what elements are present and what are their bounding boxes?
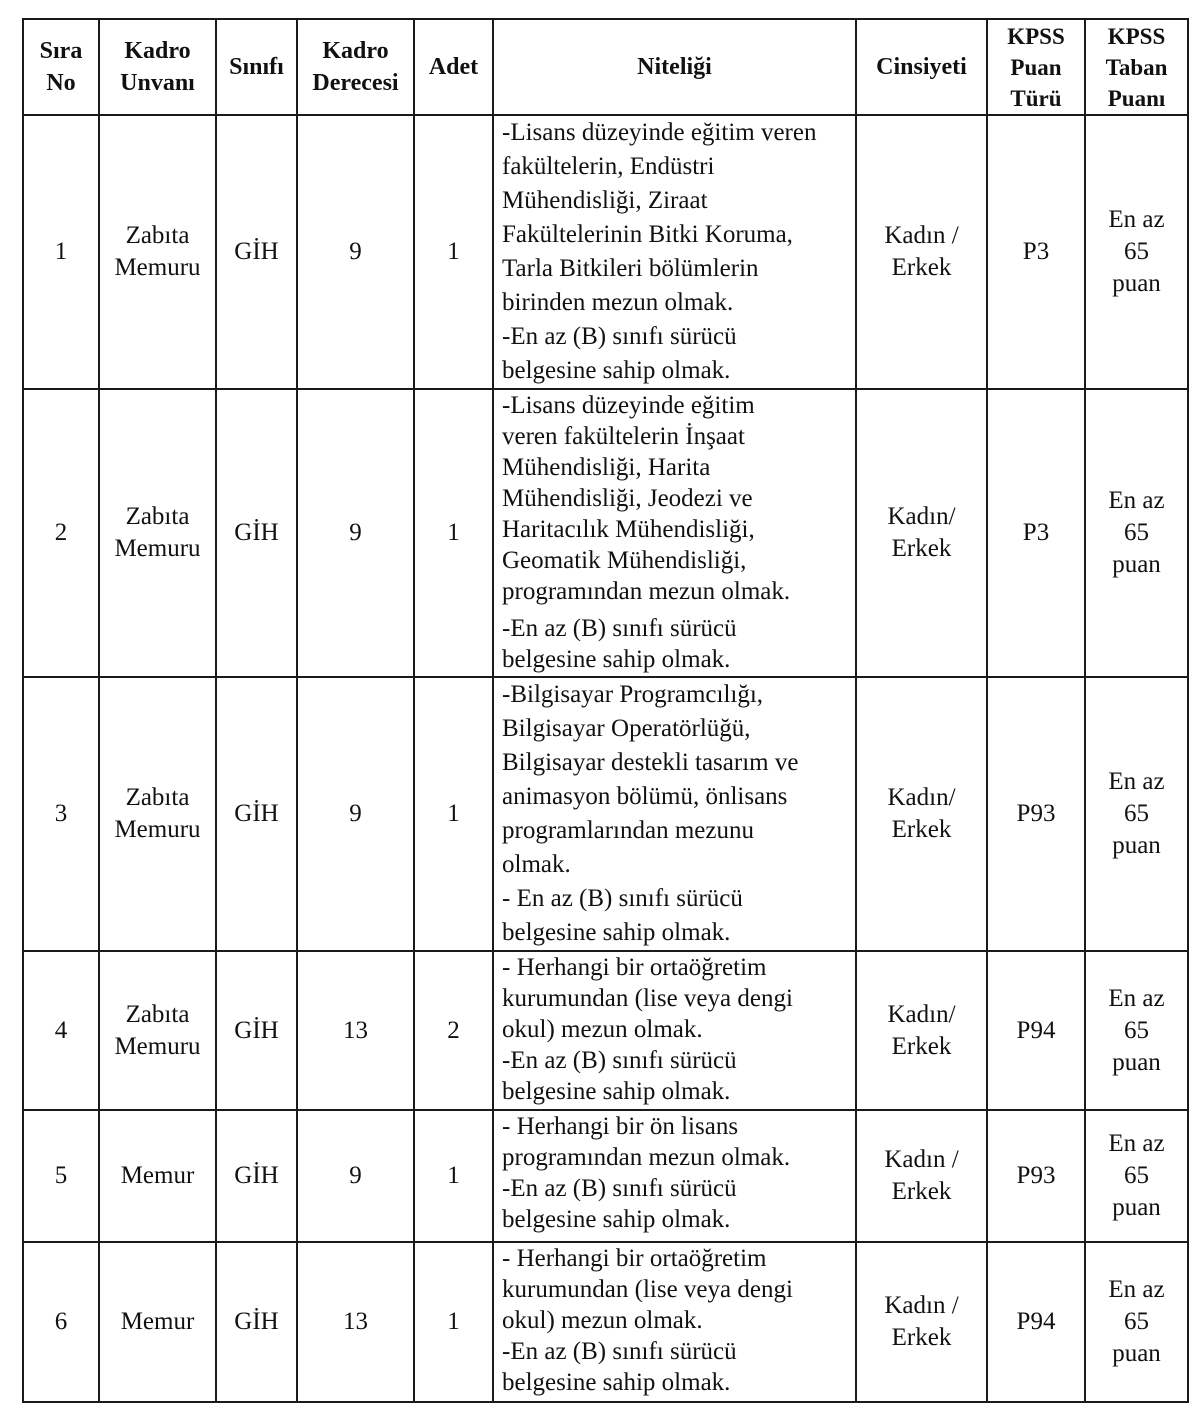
table-row (23, 951, 1188, 1110)
cell-nitelik (493, 115, 856, 389)
cell-unvan: Memur (99, 1242, 216, 1402)
cell-nitelik (493, 1242, 856, 1402)
cell-sira: 6 (23, 1242, 99, 1402)
cell-nitelik (493, 951, 856, 1110)
cell-sinif: GİH (216, 951, 297, 1110)
header-kpss-puan-turu: KPSS Puan Türü (987, 19, 1085, 115)
cell-nitelik (493, 677, 856, 951)
nitelik-text: -Bilgisayar Programcılığı, Bilgisayar Operatörlüğü, Bilgisayar destekli tasarım ve animasyon bölümü, önlisans programlarından mezunu olmak. (502, 681, 799, 878)
header-sinifi: Sınıfı (216, 19, 297, 115)
header-cinsiyeti: Cinsiyeti (856, 19, 987, 115)
cell-sira: 4 (23, 951, 99, 1110)
header-kadro-unvani: Kadro Unvanı (99, 19, 216, 115)
nitelik-license-text: -En az (B) sınıfı sürücü belgesine sahip olmak. (502, 323, 737, 384)
cell-sira: 3 (23, 677, 99, 951)
cell-sinif: GİH (216, 1242, 297, 1402)
cell-cinsiyet: Kadın/ Erkek (856, 389, 987, 677)
nitelik-license-text: -En az (B) sınıfı sürücü belgesine sahip olmak. (502, 1175, 737, 1233)
cell-derece: 13 (297, 951, 414, 1110)
cell-adet: 1 (414, 115, 493, 389)
header-adet: Adet (414, 19, 493, 115)
cell-sinif: GİH (216, 1110, 297, 1242)
cell-cinsiyet: Kadın / Erkek (856, 115, 987, 389)
cell-derece: 9 (297, 115, 414, 389)
nitelik-text: - Herhangi bir ortaöğretim kurumundan (lise veya dengi okul) mezun olmak. (502, 1245, 793, 1334)
cell-derece: 13 (297, 1242, 414, 1402)
cell-cinsiyet: Kadın/ Erkek (856, 677, 987, 951)
cell-adet: 1 (414, 1242, 493, 1402)
nitelik-license-text: -En az (B) sınıfı sürücü belgesine sahip olmak. (502, 615, 737, 673)
cell-adet: 1 (414, 677, 493, 951)
cell-derece: 9 (297, 677, 414, 951)
table-row (23, 1110, 1188, 1242)
cell-derece: 9 (297, 1110, 414, 1242)
cell-unvan: Zabıta Memuru (99, 389, 216, 677)
cell-taban-puan: En az 65 puan (1085, 1242, 1188, 1402)
table-row (23, 115, 1188, 389)
cell-cinsiyet: Kadın / Erkek (856, 1110, 987, 1242)
cell-unvan: Zabıta Memuru (99, 115, 216, 389)
cell-taban-puan: En az 65 puan (1085, 951, 1188, 1110)
nitelik-text: - Herhangi bir ortaöğretim kurumundan (lise veya dengi okul) mezun olmak. (502, 954, 793, 1043)
staff-positions-table (22, 18, 1189, 1403)
cell-taban-puan: En az 65 puan (1085, 677, 1188, 951)
nitelik-text: - Herhangi bir ön lisans programından mezun olmak. (502, 1113, 791, 1171)
cell-sinif: GİH (216, 389, 297, 677)
cell-puan-turu: P94 (987, 1242, 1085, 1402)
cell-taban-puan: En az 65 puan (1085, 1110, 1188, 1242)
cell-puan-turu: P3 (987, 389, 1085, 677)
cell-unvan: Zabıta Memuru (99, 951, 216, 1110)
table-row (23, 677, 1188, 951)
header-niteligi: Niteliği (493, 19, 856, 115)
header-sira-no: Sıra No (23, 19, 99, 115)
cell-puan-turu: P93 (987, 677, 1085, 951)
header-row (23, 19, 1188, 115)
cell-puan-turu: P3 (987, 115, 1085, 389)
table-row (23, 1242, 1188, 1402)
cell-unvan: Memur (99, 1110, 216, 1242)
cell-adet: 2 (414, 951, 493, 1110)
cell-adet: 1 (414, 389, 493, 677)
cell-sira: 5 (23, 1110, 99, 1242)
nitelik-license-text: -En az (B) sınıfı sürücü belgesine sahip olmak. (502, 1338, 737, 1396)
cell-derece: 9 (297, 389, 414, 677)
nitelik-license-text: - En az (B) sınıfı sürücü belgesine sahip olmak. (502, 885, 743, 946)
cell-puan-turu: P93 (987, 1110, 1085, 1242)
cell-sira: 1 (23, 115, 99, 389)
nitelik-license-text: -En az (B) sınıfı sürücü belgesine sahip olmak. (502, 1047, 737, 1105)
cell-taban-puan: En az 65 puan (1085, 115, 1188, 389)
header-kpss-taban-puani: KPSS Taban Puanı (1085, 19, 1188, 115)
cell-cinsiyet: Kadın/ Erkek (856, 951, 987, 1110)
cell-cinsiyet: Kadın / Erkek (856, 1242, 987, 1402)
cell-sinif: GİH (216, 677, 297, 951)
cell-puan-turu: P94 (987, 951, 1085, 1110)
nitelik-text: -Lisans düzeyinde eğitim veren fakültelerin, Endüstri Mühendisliği, Ziraat Fakültelerinin Bitki Koruma, Tarla Bitkileri bölümlerin birinden mezun olmak. (502, 119, 817, 316)
cell-sinif: GİH (216, 115, 297, 389)
cell-taban-puan: En az 65 puan (1085, 389, 1188, 677)
cell-nitelik (493, 389, 856, 677)
header-kadro-derecesi: Kadro Derecesi (297, 19, 414, 115)
cell-nitelik (493, 1110, 856, 1242)
table-row (23, 389, 1188, 677)
cell-unvan: Zabıta Memuru (99, 677, 216, 951)
nitelik-text: -Lisans düzeyinde eğitim veren fakültelerin İnşaat Mühendisliği, Harita Mühendisliği, Jeodezi ve Haritacılık Mühendisliği, Geomatik Mühendisliği, programından mezun olmak. (502, 392, 791, 605)
cell-adet: 1 (414, 1110, 493, 1242)
cell-sira: 2 (23, 389, 99, 677)
